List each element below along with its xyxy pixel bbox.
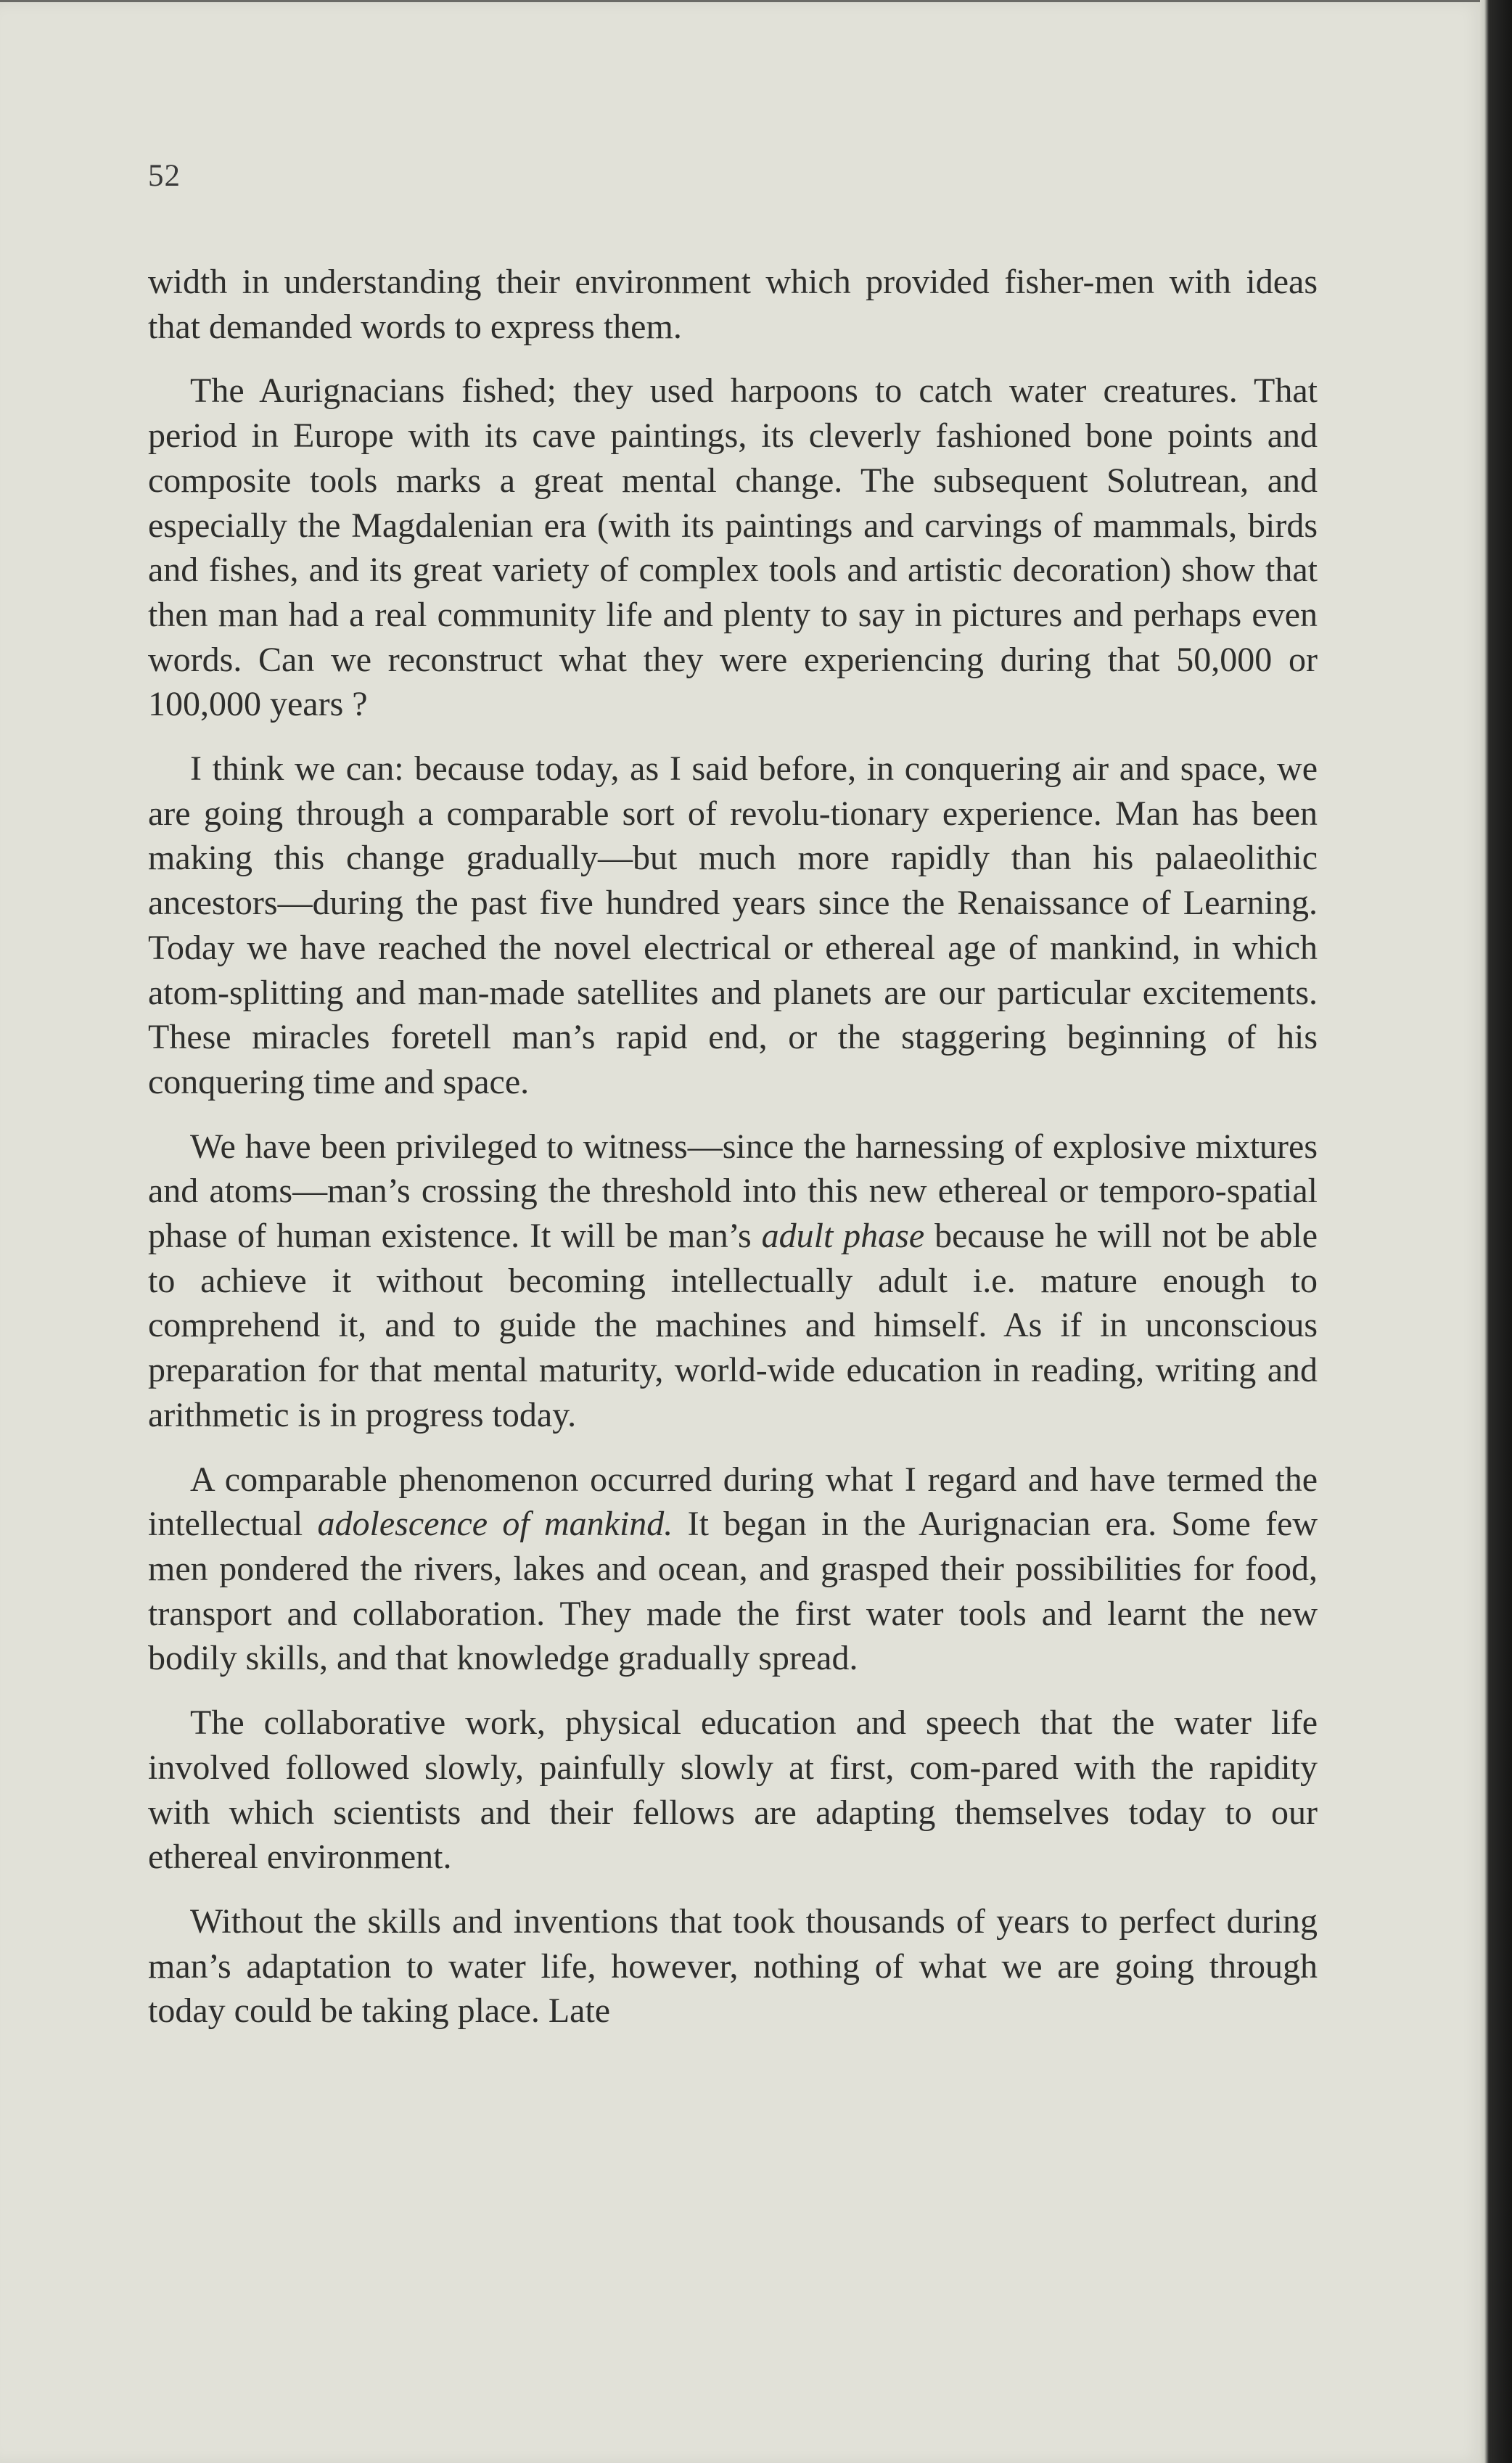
paragraph-4-text-before: We have been privileged to witness—since the harnessing of explosive mixtures and atoms—man’s crossing the threshold into this new ethereal or temporo-spatial phase of human existence. It will be man’s [148, 1127, 1318, 1256]
italic-phrase-adolescence: adolescence of mankind. [317, 1505, 673, 1544]
paragraph-6: The collaborative work, physical education and speech that the water life involved followed slowly, painfully slowly at first, com-pared with the rapidity with which scientists and their fellows are adapting themselves today to our ethereal environment. [148, 1703, 1318, 1877]
paragraph-2: The Aurignacians fished; they used harpoons to catch water creatures. That period in Europe with its cave paintings, its cleverly fashioned bone points and composite tools marks a great mental change. The subsequent Solutrean, and especially the Magdalenian era (with its paintings and carvings of mammals, birds and fishes, and its great variety of complex tools and artistic decoration) show that then man had a real community life and plenty to say in pictures and perhaps even words. Can we reconstruct what they were experiencing during that 50,000 or 100,000 years ? [148, 371, 1318, 724]
page-edge-shadow [1480, 0, 1512, 2463]
page-number: 52 [148, 159, 181, 193]
paragraph-5 [148, 1457, 1318, 1682]
paragraph-5-text-after: It began in the Aurignacian era. Some few men pondered the rivers, lakes and ocean, and grasped their possibilities for food, transport and collaboration. They made the first water tools and learnt the new bodily skills, and that knowledge gradually spread. [148, 1505, 1318, 1678]
paragraph-3: I think we can: because today, as I said before, in conquering air and space, we are going through a comparable sort of revolu-tionary experience. Man has been making this change gradually—but much more rapidly than his palaeolithic ancestors—during the past five hundred years since the Renaissance of Learning. Today we have reached the novel electrical or ethereal age of mankind, in which atom-splitting and man-made satellites and planets are our particular excitements. These miracles foretell man’s rapid end, or the staggering beginning of his conquering time and space. [148, 749, 1318, 1101]
body-text [148, 260, 1318, 2053]
paragraph-7: Without the skills and inventions that took thousands of years to perfect during man’s adaptation to water life, however, nothing of what we are going through today could be taking place. Late [148, 1901, 1318, 2031]
paragraph-5-text-before: A comparable phenomenon occurred during what I regard and have termed the intellectual [148, 1460, 1318, 1544]
paragraph-4 [148, 1124, 1318, 1438]
paragraph-1: width in understanding their environment which provided fisher-men with ideas that demanded words to express them. [148, 263, 1318, 346]
italic-phrase-adult-phase: adult phase [761, 1217, 925, 1256]
paragraph-4-text-after: because he will not be able to achieve it without becoming intellectually adult i.e. mature enough to comprehend it, and to guide the machines and himself. As if in unconscious preparation for that mental maturity, world-wide education in reading, writing and arithmetic is in progress today. [148, 1217, 1318, 1434]
